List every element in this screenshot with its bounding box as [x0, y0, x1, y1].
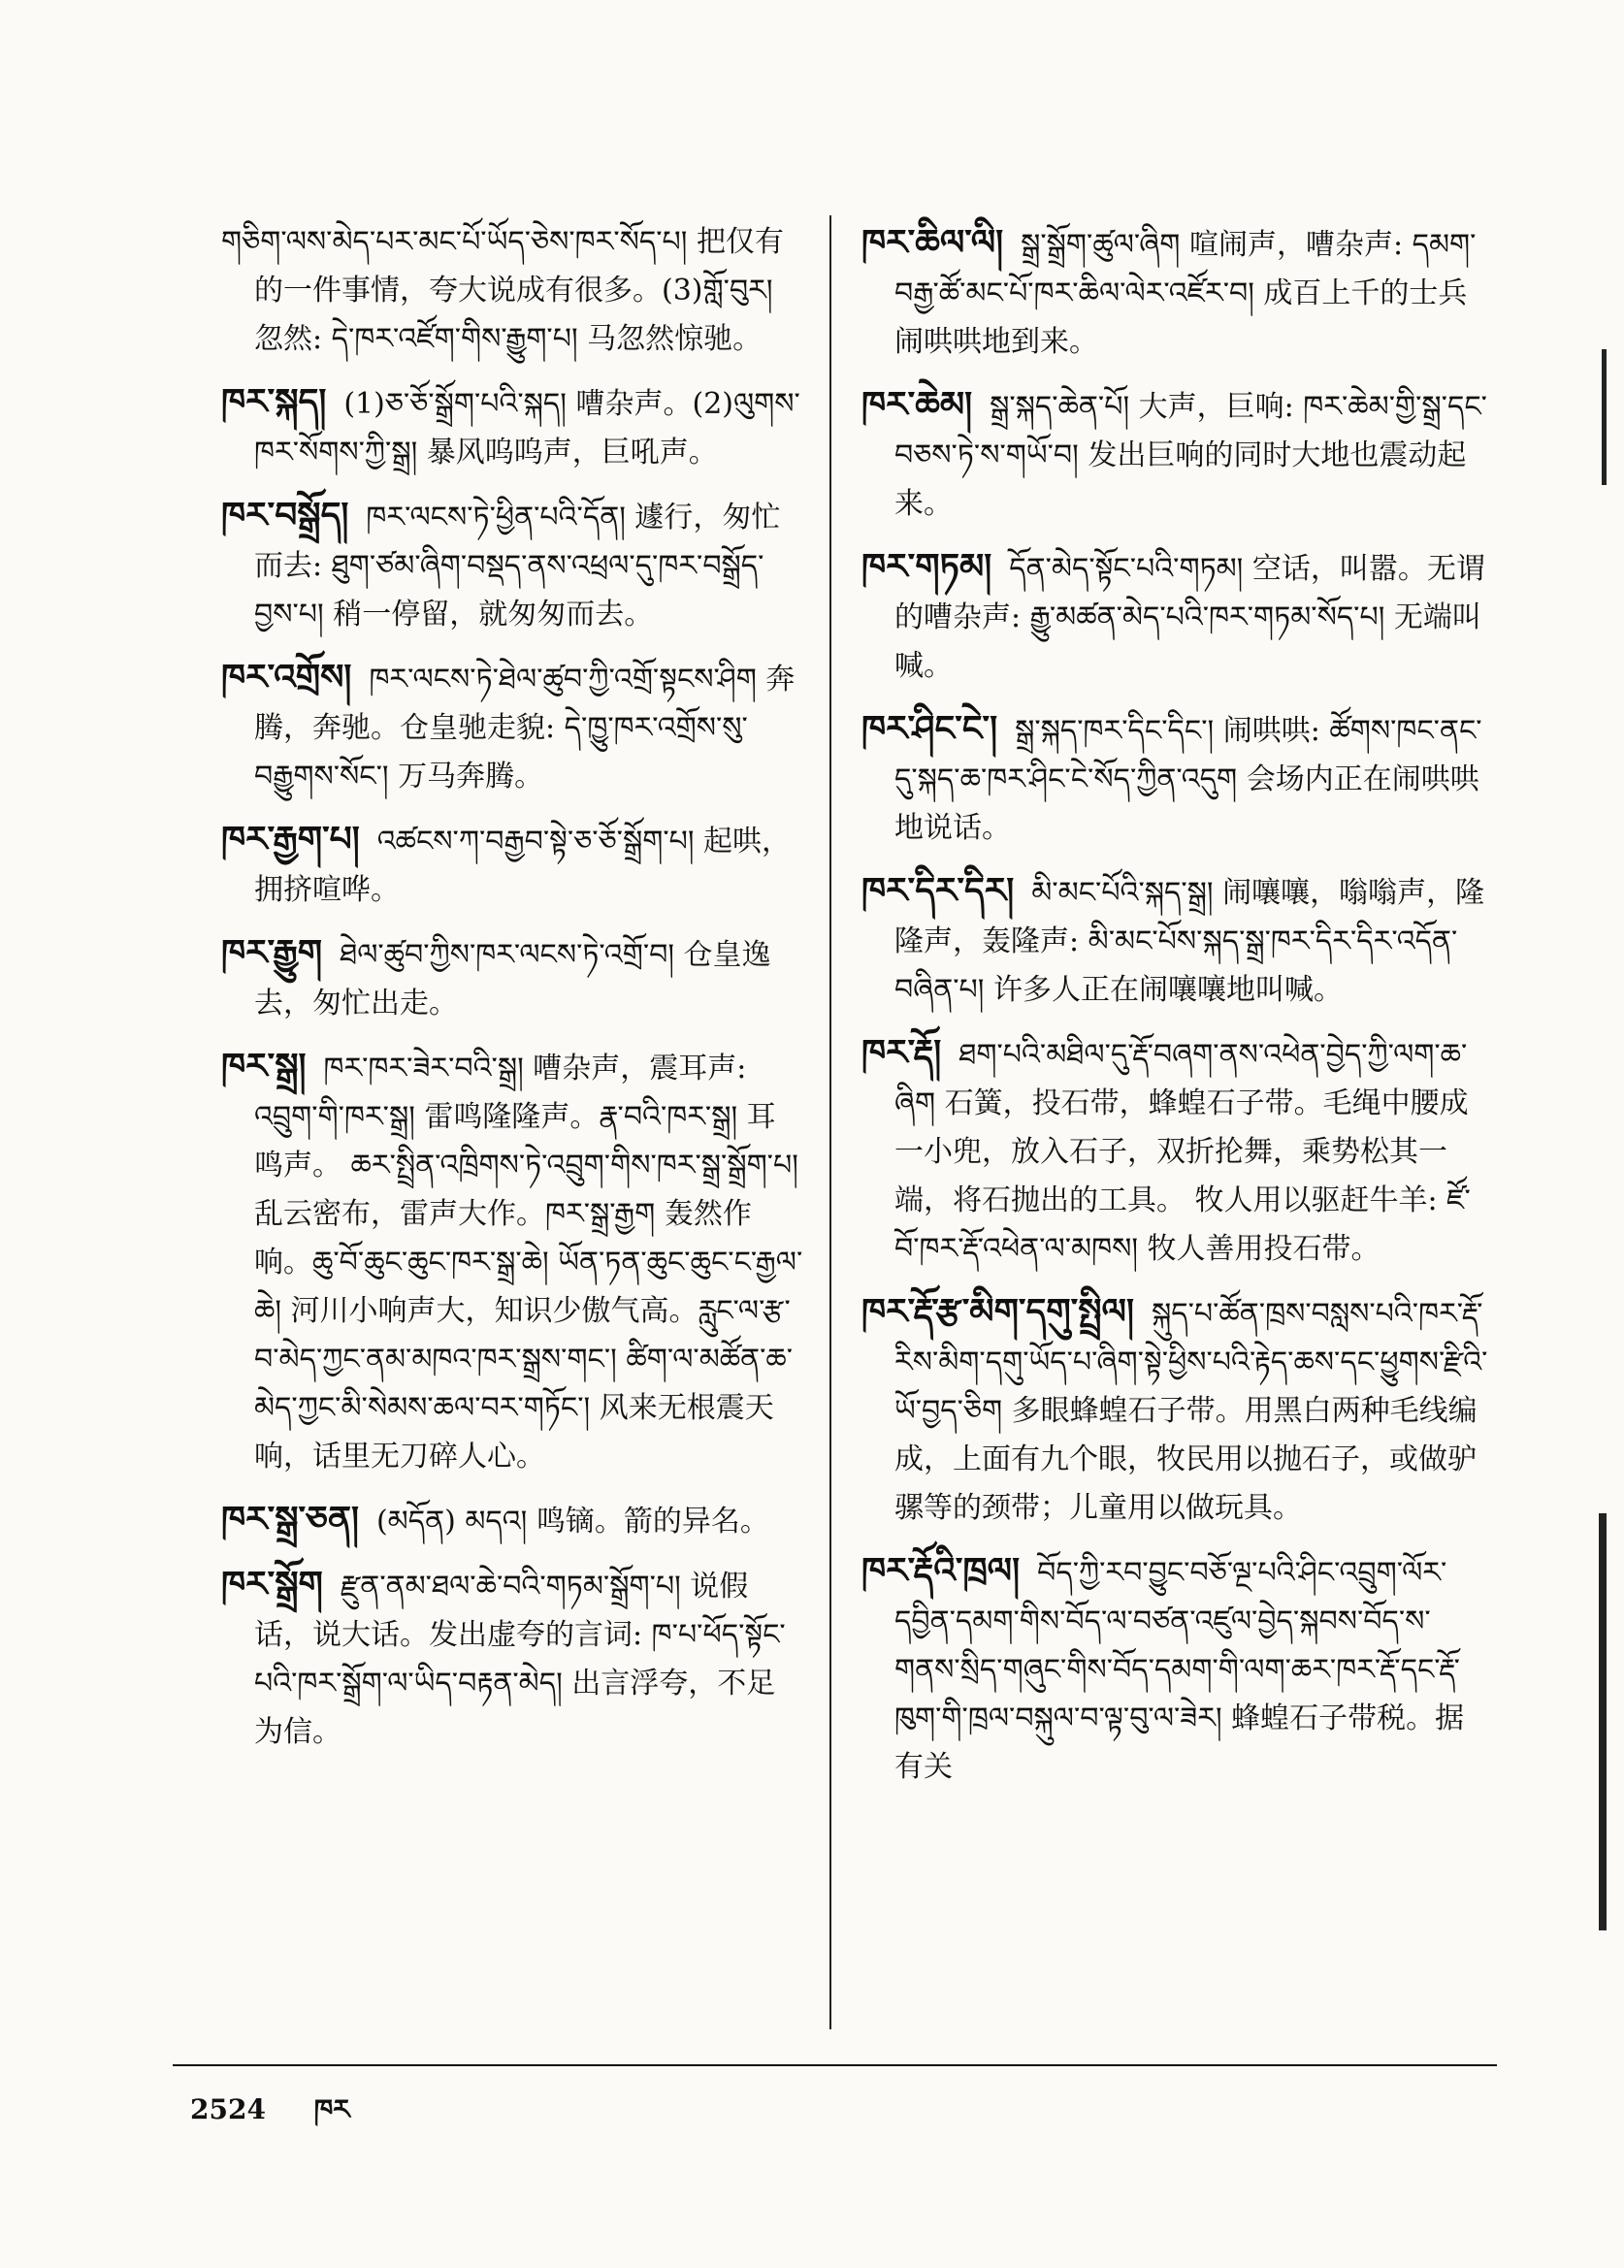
entry-headword: ཁར་རྡོ།	[861, 1032, 942, 1073]
entry-definition: བོད་ཀྱི་རབ་བྱུང་བཅོ་ལྔ་པའི་ཤིང་འབྲུག་ལོར་དབྱིན་དམག་གིས་བོད་ལ་བཙན་འཛུལ་བྱེད་སྐབས་བོད་ས་གནས་སྲིད་གཞུང་གིས་བོད་དམག་གི་ལག་ཆར་ཁར་རྡོ་དང་རྡོ་ཁུག་གི་ཁྲལ་བསྐུལ་བ་ལྟ་བུ་ལ་ཟེར། 蜂蝗石子带税。据有关	[894, 1556, 1465, 1784]
dictionary-entry	[861, 1028, 1492, 1274]
binding-edge-mark	[1599, 1513, 1607, 1930]
entry-definition: ཐག་པའི་མཐིལ་དུ་རྡོ་བཞག་ནས་འཕེན་བྱེད་ཀྱི་ལག་ཆ་ཞིག 石簧，投石带，蜂蝗石子带。毛绳中腰成一小兜，放入石子，双折抡舞，乘势松其一端，将石抛出的工具。 牧人用以驱赶牛羊: ཛོ་བོ་ཁར་རྡོ་འཕེན་ལ་མཁས། 牧人善用投石带。	[894, 1038, 1471, 1266]
header-letter: ཁར	[313, 2093, 350, 2125]
dictionary-entry	[861, 1546, 1492, 1792]
dictionary-entry	[221, 1560, 803, 1757]
dictionary-entry	[221, 653, 803, 801]
entry-headword: ཁར་སྒྲ་ཅན།	[221, 1499, 359, 1539]
entry-definition: དོན་མེད་སྟོང་པའི་གཏམ། 空话，叫嚣。无谓的嘈杂声: རྒྱུ་མཚན་མེད་པའི་ཁར་གཏམ་སོད་པ། 无端叫喊。	[894, 552, 1485, 683]
entry-definition: གཅིག་ལས་མེད་པར་མང་པོ་ཡོད་ཅེས་ཁར་སོད་པ། 把仅有的一件事情，夸大说成有很多。(3)གློ་བུར། 忽然: དེ་ཁར་འཛོག་གིས་རྒྱུག་པ། 马忽然惊驰。	[221, 225, 784, 356]
entry-headword: ཁར་རྡོ་རྩ་མིག་དགུ་སྤྲིལ།	[861, 1291, 1134, 1332]
entry-headword: ཁར་སྐད།	[221, 381, 327, 422]
dictionary-entry	[861, 542, 1492, 691]
dictionary-entry	[861, 1287, 1492, 1533]
entry-headword: ཁར་ཆེམ།	[861, 384, 973, 425]
entry-headword: ཁར་དིར་དིར།	[861, 870, 1015, 911]
page-footer	[190, 2079, 389, 2155]
footer-rule	[173, 2064, 1497, 2066]
entry-headword: ཁར་གཏམ།	[861, 546, 992, 587]
dictionary-entry	[221, 491, 803, 639]
entry-definition: (མདོན) མདའ། 鸣镝。箭的异名。	[375, 1505, 769, 1539]
left-column	[221, 218, 803, 1770]
entry-definition: རྫུན་ནམ་ཐལ་ཆེ་བའི་གཏམ་སྒྲོག་པ། 说假话，说大话。发出虚夸的言词: ཁ་པ་ཕོད་སྟོང་པའི་ཁར་སྒྲོག་ལ་ཡིད་བརྟན་མེད། 出言浮夸，不足为信。	[254, 1570, 786, 1749]
dictionary-entry	[221, 1495, 803, 1546]
entry-definition: ཁར་ལངས་ཏེ་ཐེལ་ཚུབ་ཀྱི་འགྲོ་སྟངས་ཤིག 奔腾，奔驰。仓皇驰走貌: དེ་ཁྱུ་ཁར་འགྲོས་སུ་བརྒྱུགས་སོང་། 万马奔腾。	[254, 663, 796, 794]
entry-definition: ཐེལ་ཚུབ་ཀྱིས་ཁར་ལངས་ཏེ་འགྲོ་བ། 仓皇逸去，匆忙出走。	[254, 938, 771, 1021]
entry-headword: ཁར་རྒྱུག	[221, 932, 323, 973]
dictionary-entry	[221, 218, 803, 364]
entry-definition: སྐུད་པ་ཚོན་ཁྲས་བསླས་པའི་ཁར་རྡོ་རིས་མིག་དགུ་ཡོད་པ་ཞིག་སྟེ་ཕྱིས་པའི་རྟེད་ཆས་དང་ཕྱུགས་རྫིའི་ཡོ་བྱད་ཅིག 多眼蜂蝗石子带。用黑白两种毛线编成，上面有九个眼，牧民用以抛石子，或做驴骡等的颈带；儿童用以做玩具。	[894, 1297, 1488, 1525]
entry-definition: སྒྲ་སྐད་ཆེན་པོ། 大声，巨响: ཁར་ཆེམ་གྱི་སྒྲ་དང་བཅས་ཏེ་ས་གཡོ་བ། 发出巨响的同时大地也震动起来。	[894, 390, 1487, 521]
entry-definition: འཚངས་ཀ་བརྒྱབ་སྟེ་ཅ་ཅོ་སྒྲོག་པ། 起哄，拥挤喧哗。	[254, 825, 792, 907]
entry-headword: ཁར་སྒྲ།	[221, 1046, 307, 1086]
dictionary-entry	[861, 704, 1492, 853]
dictionary-entry	[221, 815, 803, 915]
entry-headword: ཁར་རྡོའི་ཁྲལ།	[861, 1550, 1021, 1591]
entry-definition: ཁར་ཁར་ཟེར་བའི་སྒྲ། 嘈杂声，震耳声: འབྲུག་གི་ཁར་སྒྲ། 雷鸣隆隆声。རྣ་བའི་ཁར་སྒྲ། 耳鸣声。 ཆར་སྤྲིན་འཁྲིགས་ཏེ་འབྲུག་གིས་ཁར་སྒྲ་སྒྲོག་པ། 乱云密布，雷声大作。ཁར་སྒྲ་རྒྱག 轰然作响。ཆུ་བོ་ཆུང་ཆུང་ཁར་སྒྲ་ཆེ། ཡོན་ཏན་ཆུང་ཆུང་ང་རྒྱལ་ཆེ། 河川小响声大，知识少傲气高。རླུང་ལ་རྩ་བ་མེད་ཀྱང་ནམ་མཁའ་ཁར་སྒྲས་གང་། ཚིག་ལ་མཚོན་ཆ་མེད་ཀྱང་མི་སེམས་ཆལ་བར་གཏོང་། 风来无根震天响，话里无刀碎人心。	[254, 1052, 803, 1474]
entry-headword: ཁར་ཆིལ་ལི།	[861, 222, 1004, 263]
entry-definition: (1)ཅ་ཅོ་སྒྲོག་པའི་སྐད། 嘈杂声。(2)ལུགས་ཁར་སོགས་ཀྱི་སྒྲ། 暴风呜呜声，巨吼声。	[254, 387, 800, 470]
entry-definition: མི་མང་པོའི་སྐད་སྒྲ། 闹嚷嚷，嗡嗡声，隆隆声，轰隆声: མི་མང་པོས་སྐད་སྒྲ་ཁར་དིར་དིར་འདོན་བཞིན་པ། 许多人正在闹嚷嚷地叫喊。	[894, 876, 1485, 1007]
entry-headword: ཁར་རྒྱག་པ།	[221, 819, 360, 859]
dictionary-entry	[221, 928, 803, 1028]
entry-definition: སྒྲ་སྐད་ཁར་དིང་དིང་། 闹哄哄: ཚོགས་ཁང་ནང་དུ་སྐད་ཆ་ཁར་ཤིང་ངེ་སོད་ཀྱིན་འདུག 会场内正在闹哄哄地说话。	[894, 714, 1482, 845]
entry-definition: སྒྲ་སྒྲོག་ཚུལ་ཞིག 喧闹声，嘈杂声: དམག་བརྒྱ་ཚོ་མང་པོ་ཁར་ཆིལ་ལེར་འཛོར་བ། 成百上千的士兵闹哄哄地到来。	[894, 228, 1477, 359]
entry-headword: ཁར་སྒྲོག	[221, 1564, 323, 1604]
dictionary-entry	[221, 1042, 803, 1481]
entry-headword: ཁར་བསྒྲོད།	[221, 495, 349, 535]
dictionary-entry	[861, 380, 1492, 529]
entry-headword: ཁར་འགྲོས།	[221, 657, 352, 697]
dictionary-entry	[861, 218, 1492, 367]
binding-edge-mark	[1602, 349, 1607, 485]
page-number: 2524	[190, 2093, 266, 2125]
entry-definition: ཁར་ལངས་ཏེ་ཕྱིན་པའི་དོན། 遽行，匆忙而去: ཐུག་ཙམ་ཞིག་བསྡད་ནས་འཕྲལ་དུ་ཁར་བསྒྲོད་བྱས་པ། 稍一停留，就匆匆而去。	[254, 501, 781, 632]
column-divider	[829, 215, 831, 2029]
dictionary-entry	[861, 866, 1492, 1015]
right-column	[861, 218, 1492, 1805]
entry-headword: ཁར་ཤིང་ངེ་།	[861, 708, 998, 749]
dictionary-entry	[221, 377, 803, 477]
